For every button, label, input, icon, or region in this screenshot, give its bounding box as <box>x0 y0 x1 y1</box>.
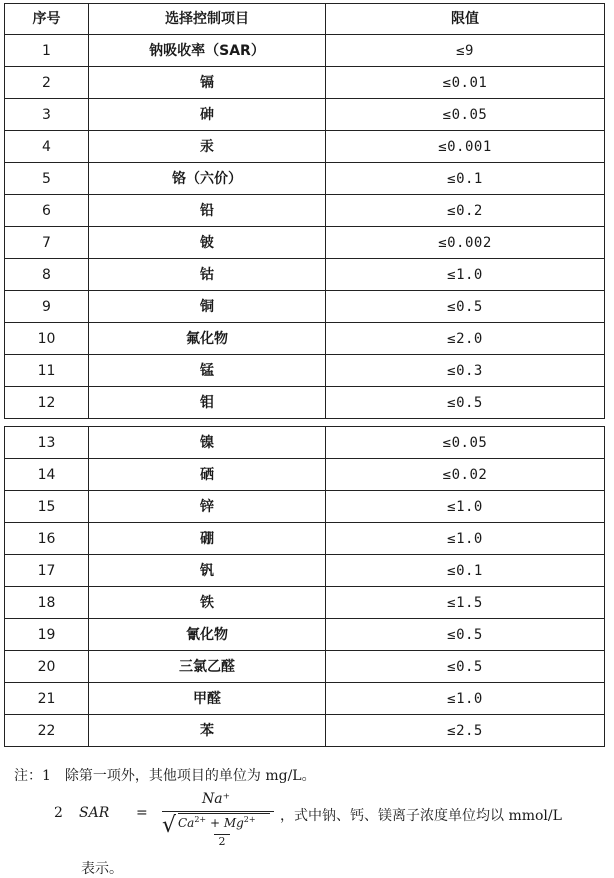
row-item: 钠吸收率（SAR） <box>89 35 326 67</box>
row-limit: ≤0.01 <box>326 67 605 99</box>
row-limit: ≤0.1 <box>326 163 605 195</box>
limits-table-bottom <box>4 426 605 747</box>
row-item: 硒 <box>89 459 326 491</box>
radicand-mg: Mg <box>223 816 244 830</box>
row-number: 13 <box>5 427 89 459</box>
table-row <box>5 715 605 747</box>
row-limit: ≤1.5 <box>326 587 605 619</box>
row-limit: ≤0.5 <box>326 291 605 323</box>
row-limit: ≤0.5 <box>326 619 605 651</box>
row-limit: ≤0.5 <box>326 387 605 419</box>
row-item: 三氯乙醛 <box>89 651 326 683</box>
row-number: 21 <box>5 683 89 715</box>
row-item: 钒 <box>89 555 326 587</box>
row-item: 汞 <box>89 131 326 163</box>
note-2-number: 2 <box>54 805 63 821</box>
row-number: 6 <box>5 195 89 227</box>
header-limit: 限值 <box>326 4 605 35</box>
sqrt-sign: √ <box>162 813 177 838</box>
row-item: 砷 <box>89 99 326 131</box>
table-row <box>5 35 605 67</box>
note-2 <box>14 791 610 848</box>
table-row <box>5 427 605 459</box>
row-number: 16 <box>5 523 89 555</box>
table-row <box>5 99 605 131</box>
limits-table-bottom-body <box>5 427 605 747</box>
row-number: 4 <box>5 131 89 163</box>
row-number: 14 <box>5 459 89 491</box>
row-limit: ≤0.02 <box>326 459 605 491</box>
formula-numerator: Na⁺ <box>202 791 230 807</box>
row-number: 19 <box>5 619 89 651</box>
row-item: 硼 <box>89 523 326 555</box>
row-item: 氟化物 <box>89 323 326 355</box>
limits-table-top-body <box>5 4 605 419</box>
row-item: 甲醛 <box>89 683 326 715</box>
radicand-ca: Ca <box>178 816 195 830</box>
row-limit: ≤1.0 <box>326 683 605 715</box>
table-row <box>5 555 605 587</box>
table-row <box>5 587 605 619</box>
header-no: 序号 <box>5 4 89 35</box>
radicand-mg-charge: 2+ <box>243 815 256 824</box>
row-limit: ≤0.001 <box>326 131 605 163</box>
table-row <box>5 259 605 291</box>
table-row <box>5 323 605 355</box>
sar-formula <box>162 791 274 848</box>
fraction-bar <box>162 811 274 812</box>
row-item: 铬（六价） <box>89 163 326 195</box>
table-row <box>5 459 605 491</box>
row-limit: ≤0.2 <box>326 195 605 227</box>
row-item: 苯 <box>89 715 326 747</box>
row-number: 11 <box>5 355 89 387</box>
row-number: 10 <box>5 323 89 355</box>
formula-radicand <box>178 813 270 830</box>
row-number: 15 <box>5 491 89 523</box>
row-number: 22 <box>5 715 89 747</box>
table-row <box>5 491 605 523</box>
table-row <box>5 131 605 163</box>
row-item: 铍 <box>89 227 326 259</box>
row-limit: ≤0.05 <box>326 427 605 459</box>
row-number: 5 <box>5 163 89 195</box>
row-item: 钴 <box>89 259 326 291</box>
sar-symbol: SAR <box>79 805 110 821</box>
row-number: 1 <box>5 35 89 67</box>
equals-sign: = <box>136 805 148 821</box>
row-item: 铅 <box>89 195 326 227</box>
row-limit: ≤1.0 <box>326 491 605 523</box>
row-number: 2 <box>5 67 89 99</box>
row-number: 20 <box>5 651 89 683</box>
note-2-tail: ，式中钠、钙、镁离子浓度单位均以 mmol/L <box>280 808 562 824</box>
table-row <box>5 651 605 683</box>
limits-table-top <box>4 3 605 419</box>
table-row <box>5 355 605 387</box>
row-item: 铁 <box>89 587 326 619</box>
row-item: 钼 <box>89 387 326 419</box>
row-item: 锌 <box>89 491 326 523</box>
header-item: 选择控制项目 <box>89 4 326 35</box>
row-limit: ≤9 <box>326 35 605 67</box>
table-row <box>5 387 605 419</box>
row-limit: ≤2.0 <box>326 323 605 355</box>
row-item: 镍 <box>89 427 326 459</box>
note-2-continuation: 表示。 <box>81 861 123 877</box>
row-limit: ≤0.5 <box>326 651 605 683</box>
table-row <box>5 227 605 259</box>
row-limit: ≤0.1 <box>326 555 605 587</box>
row-limit: ≤2.5 <box>326 715 605 747</box>
row-number: 18 <box>5 587 89 619</box>
row-item: 铜 <box>89 291 326 323</box>
row-limit: ≤1.0 <box>326 523 605 555</box>
row-number: 8 <box>5 259 89 291</box>
row-number: 7 <box>5 227 89 259</box>
table-row <box>5 683 605 715</box>
row-number: 3 <box>5 99 89 131</box>
row-item: 氰化物 <box>89 619 326 651</box>
table-row <box>5 291 605 323</box>
row-number: 12 <box>5 387 89 419</box>
table-header-row <box>5 4 605 35</box>
table-row <box>5 619 605 651</box>
row-limit: ≤0.05 <box>326 99 605 131</box>
row-limit: ≤0.3 <box>326 355 605 387</box>
radicand-plus: + <box>206 816 224 830</box>
table-row <box>5 67 605 99</box>
row-limit: ≤1.0 <box>326 259 605 291</box>
table-row <box>5 523 605 555</box>
radicand-ca-charge: 2+ <box>194 815 207 824</box>
note-1: 注：1 除第一项外，其他项目的单位为 mg/L。 <box>14 768 316 784</box>
row-item: 锰 <box>89 355 326 387</box>
row-number: 17 <box>5 555 89 587</box>
table-row <box>5 195 605 227</box>
table-row <box>5 163 605 195</box>
row-item: 镉 <box>89 67 326 99</box>
row-number: 9 <box>5 291 89 323</box>
formula-inner-denominator: 2 <box>214 834 230 848</box>
row-limit: ≤0.002 <box>326 227 605 259</box>
